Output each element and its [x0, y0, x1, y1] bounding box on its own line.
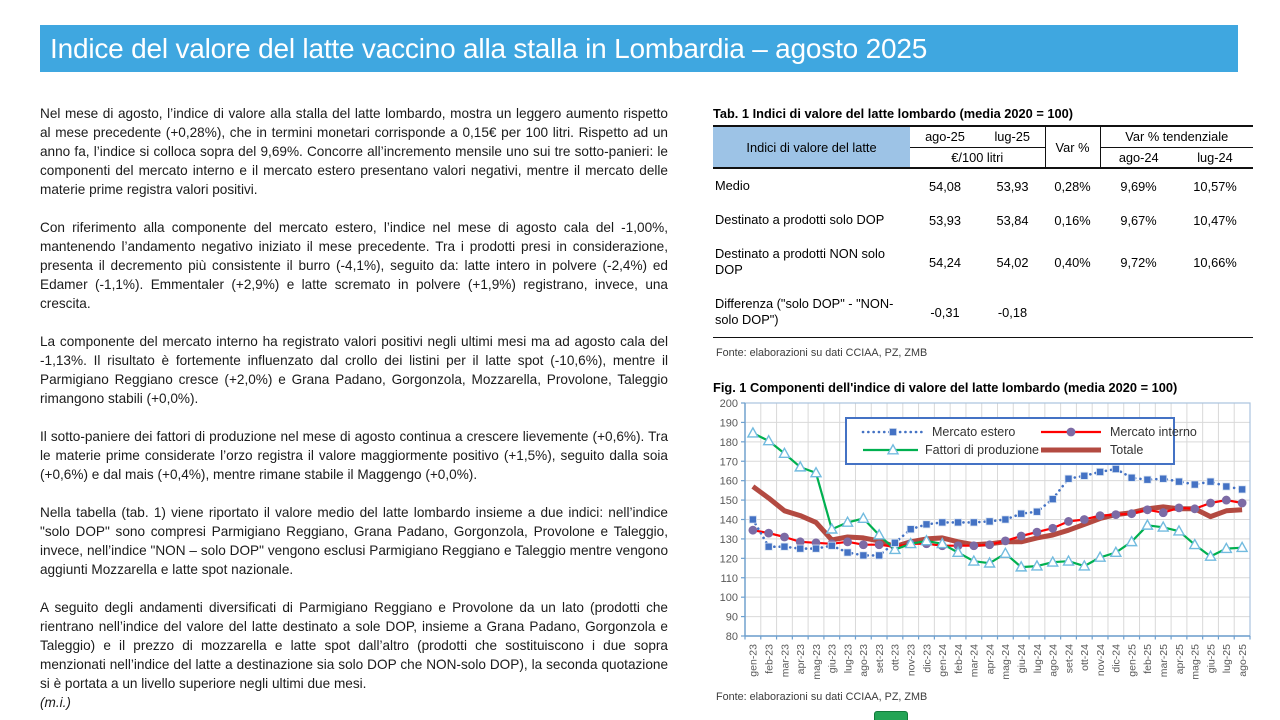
- svg-text:mar-24: mar-24: [968, 644, 981, 678]
- chart-legend: [845, 417, 1197, 465]
- legend-label: Mercato interno: [1110, 425, 1197, 439]
- legend-item: [1039, 425, 1197, 439]
- paragraph: Nella tabella (tab. 1) viene riportato il valore medio del latte lombardo insieme a due indici: nell’indice "solo DOP" sono compresi Parmigiano Reggiano, Grana Padano, Gorgonzola, Provolone e Taleggio, invece, nell’indice "NON – solo DOP" vengono esclusi Parmigiano Reggiano e Taleggio mentre vengono aggiunti Mozzarella e latte spot nazionale.: [40, 505, 668, 577]
- cell-value: [1100, 287, 1177, 338]
- cell-value: 9,72%: [1120, 254, 1157, 270]
- table-header: [713, 126, 1253, 168]
- svg-text:ago-23: ago-23: [858, 644, 871, 677]
- svg-text:set-24: set-24: [1063, 644, 1076, 674]
- table-title: Tab. 1 Indici di valore del latte lombardo (media 2020 = 100): [713, 106, 1073, 121]
- unit-label: €/100 litri: [951, 149, 1004, 165]
- table-row: [713, 168, 1253, 203]
- row-label: Destinato a prodotti NON solo DOP: [715, 246, 885, 277]
- col-header-ago-24: ago-24: [1118, 149, 1159, 165]
- svg-text:ott-24: ott-24: [1079, 644, 1092, 671]
- svg-text:mag-24: mag-24: [1000, 644, 1013, 680]
- legend-label: Totale: [1110, 443, 1144, 457]
- svg-text:ott-23: ott-23: [889, 644, 902, 671]
- svg-text:160: 160: [719, 475, 738, 488]
- legend-item: [1039, 443, 1197, 457]
- cell-value: 53,93: [928, 212, 962, 228]
- cell-value: 0,28%: [1054, 178, 1091, 194]
- row-label: Differenza ("solo DOP" - "NON-solo DOP"): [715, 296, 894, 327]
- svg-text:90: 90: [725, 611, 738, 624]
- table-row: [713, 237, 1253, 287]
- author-initials: (m.i.): [40, 695, 71, 710]
- svg-text:apr-25: apr-25: [1173, 644, 1186, 675]
- col-header-var: Var %: [1045, 126, 1100, 168]
- cell-value: 10,66%: [1193, 254, 1237, 270]
- svg-text:feb-23: feb-23: [763, 644, 776, 674]
- legend-item: [861, 425, 1039, 439]
- page-title: Indice del valore del latte vaccino alla stalla in Lombardia – agosto 2025: [50, 33, 928, 64]
- legend-swatch-icon: [861, 425, 925, 439]
- table-row: [713, 287, 1253, 338]
- svg-text:set-23: set-23: [873, 644, 886, 674]
- svg-text:200: 200: [719, 398, 738, 410]
- legend-label: Fattori di produzione: [925, 443, 1039, 457]
- cell-value: [1177, 287, 1253, 338]
- svg-text:dic-23: dic-23: [921, 644, 934, 673]
- table-body: [713, 168, 1253, 338]
- svg-text:nov-23: nov-23: [905, 644, 918, 677]
- svg-text:ago-25: ago-25: [1236, 644, 1249, 677]
- svg-text:gen-23: gen-23: [747, 644, 760, 677]
- svg-text:100: 100: [719, 592, 738, 605]
- cell-value: 53,84: [996, 212, 1029, 228]
- figure-chart-area: [708, 398, 1253, 698]
- figure-title: Fig. 1 Componenti dell'indice di valore del latte lombardo (media 2020 = 100): [713, 380, 1178, 395]
- row-label: Destinato a prodotti solo DOP: [715, 212, 885, 227]
- svg-text:apr-23: apr-23: [795, 644, 808, 675]
- svg-text:120: 120: [719, 553, 738, 566]
- table-corner-label: Indici di valore del latte: [713, 126, 910, 168]
- svg-text:gen-25: gen-25: [1126, 644, 1139, 677]
- paragraph: A seguito degli andamenti diversificati di Parmigiano Reggiano e Provolone da un lato (prodotti che rientrano nell’indice del valore del latte destinato a sole DOP, insieme a Grana Padano, Gorgonzola e Taleggio) e il prezzo di mozzarella e latte spot dall’altro (prodotti che sostituiscono i due sopra menzionati nell’indice del latte a destinazione sia solo DOP che NON-solo DOP), la seconda quotazione si è portata a un livello superiore negli ultimi due mesi.: [40, 600, 668, 691]
- svg-text:ago-24: ago-24: [1047, 644, 1060, 677]
- legend-label: Mercato estero: [932, 425, 1016, 439]
- cell-value: 54,24: [928, 254, 962, 270]
- cell-value: 0,40%: [1054, 254, 1091, 270]
- svg-text:lug-24: lug-24: [1031, 644, 1044, 674]
- cell-value: 9,67%: [1120, 212, 1157, 228]
- paragraph: Con riferimento alla componente del mercato estero, l’indice nel mese di agosto cala del -1,00%, mantenendo l’andamento negativo iniziato il mese precedente. Tra i prodotti presi in considerazione, presenta il decremento più consistente il burro (-4,1%), seguito da: latte intero in polvere (-2,4%) ed Edamer (-1,1%). Emmentaler (+2,9%) e latte scremato in polvere (+1,9%) registrano, invece, una crescita.: [40, 220, 668, 311]
- row-label: Medio: [715, 178, 750, 193]
- svg-text:lug-23: lug-23: [842, 644, 855, 674]
- cell-value: 9,69%: [1120, 178, 1157, 194]
- cell-value: -0,18: [997, 304, 1028, 320]
- paragraph: La componente del mercato interno ha registrato valori positivi negli ultimi mesi ma ad agosto cala del -1,13%. Il risultato è fortemente influenzato dal crollo dei listini per il latte spot (-10,6%), mentre il Parmigiano Reggiano cresce (+2,0%) e Grana Padano, Gorgonzola, Mozzarella, Provolone, Taleggio rimangono stabili (+0,0%).: [40, 334, 668, 406]
- cell-value: 10,57%: [1193, 178, 1237, 194]
- bottom-green-badge: [874, 711, 908, 720]
- cell-value: 0,16%: [1054, 212, 1091, 228]
- svg-text:giu-25: giu-25: [1205, 644, 1218, 674]
- svg-text:giu-23: giu-23: [826, 644, 839, 674]
- col-header-lug-24: lug-24: [1197, 149, 1233, 165]
- table-source: Fonte: elaborazioni su dati CCIAA, PZ, ZMB: [716, 347, 928, 359]
- svg-text:dic-24: dic-24: [1110, 644, 1123, 673]
- cell-value: 53,93: [996, 178, 1029, 194]
- legend-swatch-icon: [1039, 425, 1103, 439]
- svg-text:mar-25: mar-25: [1158, 644, 1171, 678]
- svg-text:feb-24: feb-24: [952, 644, 965, 674]
- svg-text:140: 140: [719, 514, 738, 527]
- svg-text:giu-24: giu-24: [1015, 644, 1028, 674]
- svg-text:110: 110: [720, 572, 738, 585]
- cell-value: 54,08: [928, 178, 962, 194]
- svg-text:170: 170: [719, 456, 738, 469]
- table-row: [713, 203, 1253, 237]
- article-body: [40, 104, 668, 712]
- svg-text:nov-24: nov-24: [1094, 644, 1107, 677]
- figure-source: Fonte: elaborazioni su dati CCIAA, PZ, ZMB: [716, 691, 928, 703]
- paragraph: Il sotto-paniere dei fattori di produzione nel mese di agosto continua a crescere lievemente (+0,6%). Tra le materie prime considerate l’orzo registra il valore maggiormente positivo (+1,5%), seguito dalla soia (+0,6%) e dal mais (+0,4%), mentre rimane stabile il Maggengo (+0,0%).: [40, 429, 668, 482]
- svg-text:180: 180: [719, 436, 738, 449]
- svg-text:150: 150: [719, 495, 738, 508]
- svg-text:130: 130: [719, 533, 738, 546]
- svg-text:190: 190: [719, 417, 738, 430]
- col-header-trend: Var % tendenziale: [1100, 126, 1253, 147]
- svg-text:mag-25: mag-25: [1189, 644, 1202, 680]
- svg-text:mar-23: mar-23: [779, 644, 792, 678]
- paragraph: Nel mese di agosto, l’indice di valore alla stalla del latte lombardo, mostra un leggero aumento rispetto al mese precedente (+0,28%), che in termini monetari corrisponde a 0,15€ per 100 litri. Rispetto ad un anno fa, l’indice si colloca sopra del 9,69%. Concorre all’incremento mensile uno sui tre sotto-panieri: le componenti del mercato interno e il mercato estero presentano valori negativi, mentre il mercato delle materie prime registra valori positivi.: [40, 106, 668, 197]
- svg-text:mag-23: mag-23: [810, 644, 823, 680]
- cell-value: 54,02: [996, 254, 1029, 270]
- milk-index-table: [713, 125, 1253, 338]
- legend-swatch-icon: [1039, 443, 1103, 457]
- svg-text:apr-24: apr-24: [984, 644, 997, 675]
- legend-swatch-icon: [861, 443, 918, 457]
- cell-value: [1045, 287, 1100, 338]
- cell-value: -0,31: [930, 304, 960, 320]
- col-header-lug-25: lug-25: [980, 126, 1045, 147]
- svg-text:80: 80: [725, 631, 738, 643]
- col-header-ago-25: ago-25: [910, 126, 980, 147]
- svg-text:gen-24: gen-24: [937, 644, 950, 677]
- cell-value: 10,47%: [1193, 212, 1237, 228]
- svg-text:lug-25: lug-25: [1221, 644, 1234, 674]
- legend-item: [861, 443, 1039, 457]
- svg-text:feb-25: feb-25: [1142, 644, 1155, 674]
- title-banner: [40, 25, 1238, 72]
